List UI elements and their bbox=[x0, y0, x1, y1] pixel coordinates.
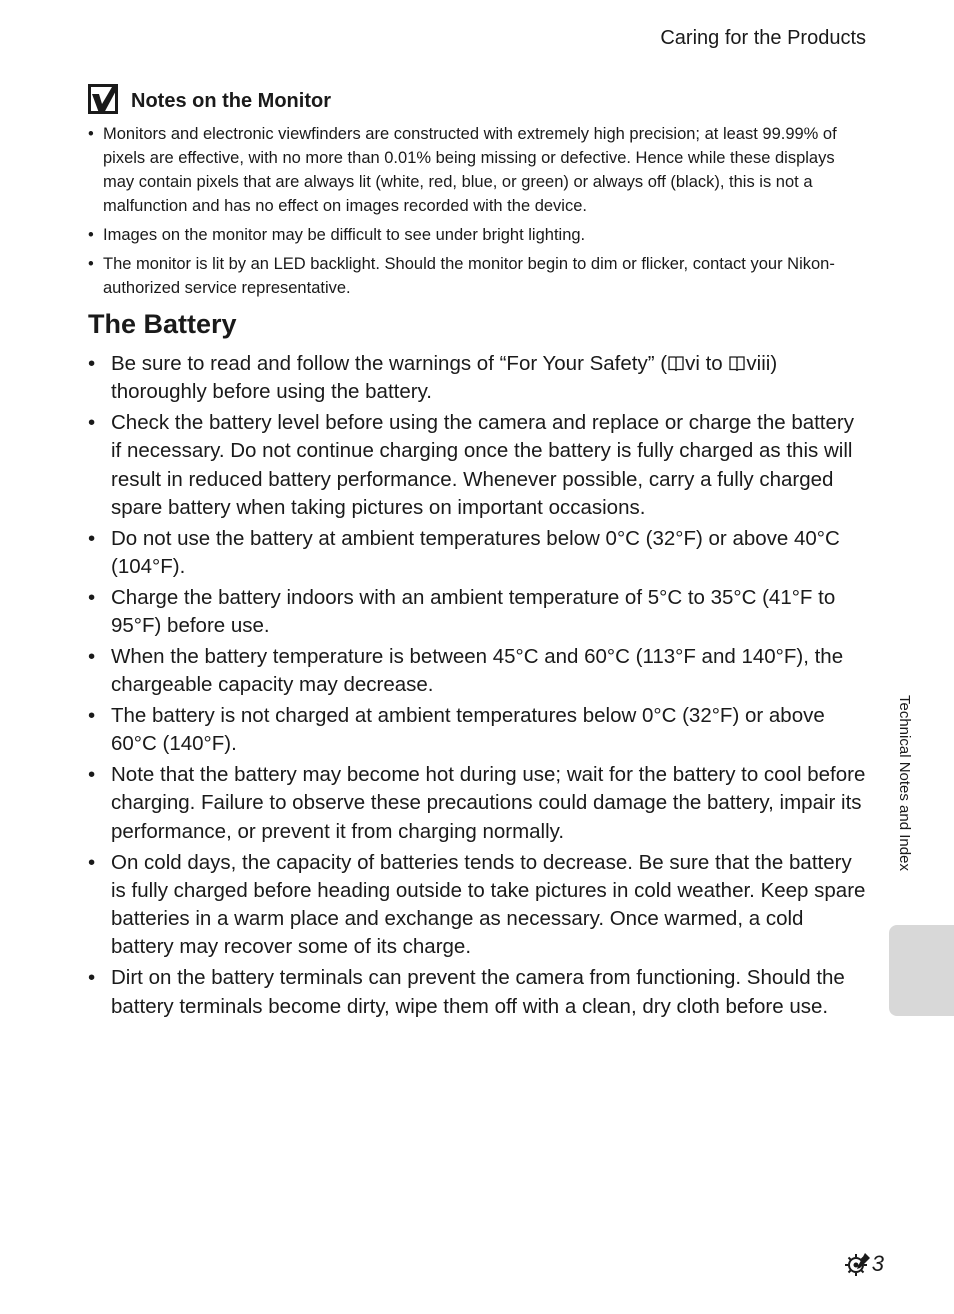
list-item: • Check the battery level before using the camera and replace or charge the battery if necessary. Do not continue charging once the battery is fully charged as this will result in reduced battery performance. Whenever possible, carry a fully charged spare battery when taking pictures on important occasions. bbox=[88, 409, 868, 522]
book-reference-icon bbox=[668, 355, 684, 372]
monitor-notes-list bbox=[88, 122, 866, 305]
list-item: • The battery is not charged at ambient temperatures below 0°C (32°F) or above 60°C (140°F). bbox=[88, 702, 868, 759]
list-item: • Do not use the battery at ambient temperatures below 0°C (32°F) or above 40°C (104°F). bbox=[88, 525, 868, 582]
item-text: ) thoroughly before using the battery. bbox=[111, 352, 778, 404]
list-item: • Monitors and electronic viewfinders are constructed with extremely high precision; at least 99.99% of pixels are effective, with no more than 0.01% being missing or defective. Hence while these displays may contain pixels that are always lit (white, red, blue, or green) or always off (black), this is not a malfunction and has no effect on images recorded with the device. bbox=[88, 122, 866, 218]
note-heading bbox=[88, 84, 331, 114]
list-item: • When the battery temperature is between 45°C and 60°C (113°F and 140°F), the chargeable capacity may decrease. bbox=[88, 643, 868, 700]
page-ref: vi bbox=[685, 352, 700, 375]
technical-notes-icon bbox=[845, 1251, 871, 1277]
section-title: The Battery bbox=[88, 309, 237, 339]
book-reference-icon bbox=[729, 355, 745, 372]
page-ref: viii bbox=[746, 352, 771, 375]
page-number bbox=[845, 1251, 884, 1277]
side-tab bbox=[889, 925, 954, 1016]
list-item bbox=[88, 350, 868, 407]
list-item: • The monitor is lit by an LED backlight. Should the monitor begin to dim or flicker, contact your Nikon-authorized service representative. bbox=[88, 252, 866, 300]
running-header: Caring for the Products bbox=[660, 27, 866, 49]
side-tab-label: Technical Notes and Index bbox=[896, 695, 913, 871]
item-text: to bbox=[699, 352, 729, 375]
list-item: • Charge the battery indoors with an ambient temperature of 5°C to 35°C (41°F to 95°F) before use. bbox=[88, 584, 868, 641]
item-text: Be sure to read and follow the warnings of “For Your Safety” ( bbox=[111, 352, 668, 375]
check-note-icon bbox=[88, 84, 118, 114]
list-item: • On cold days, the capacity of batteries tends to decrease. Be sure that the battery is fully charged before heading outside to take pictures in cold weather. Keep spare batteries in a warm place and exchange as necessary. Once warmed, a cold battery may recover some of its charge. bbox=[88, 849, 868, 962]
battery-list bbox=[88, 350, 868, 1023]
list-item: • Note that the battery may become hot during use; wait for the battery to cool before charging. Failure to observe these precautions could damage the battery, impair its performance, or prevent it from charging normally. bbox=[88, 761, 868, 846]
list-item: • Images on the monitor may be difficult to see under bright lighting. bbox=[88, 223, 866, 247]
page-number-value: 3 bbox=[871, 1251, 884, 1276]
list-item: • Dirt on the battery terminals can prevent the camera from functioning. Should the battery terminals become dirty, wipe them off with a clean, dry cloth before use. bbox=[88, 964, 868, 1021]
note-title: Notes on the Monitor bbox=[131, 89, 331, 112]
